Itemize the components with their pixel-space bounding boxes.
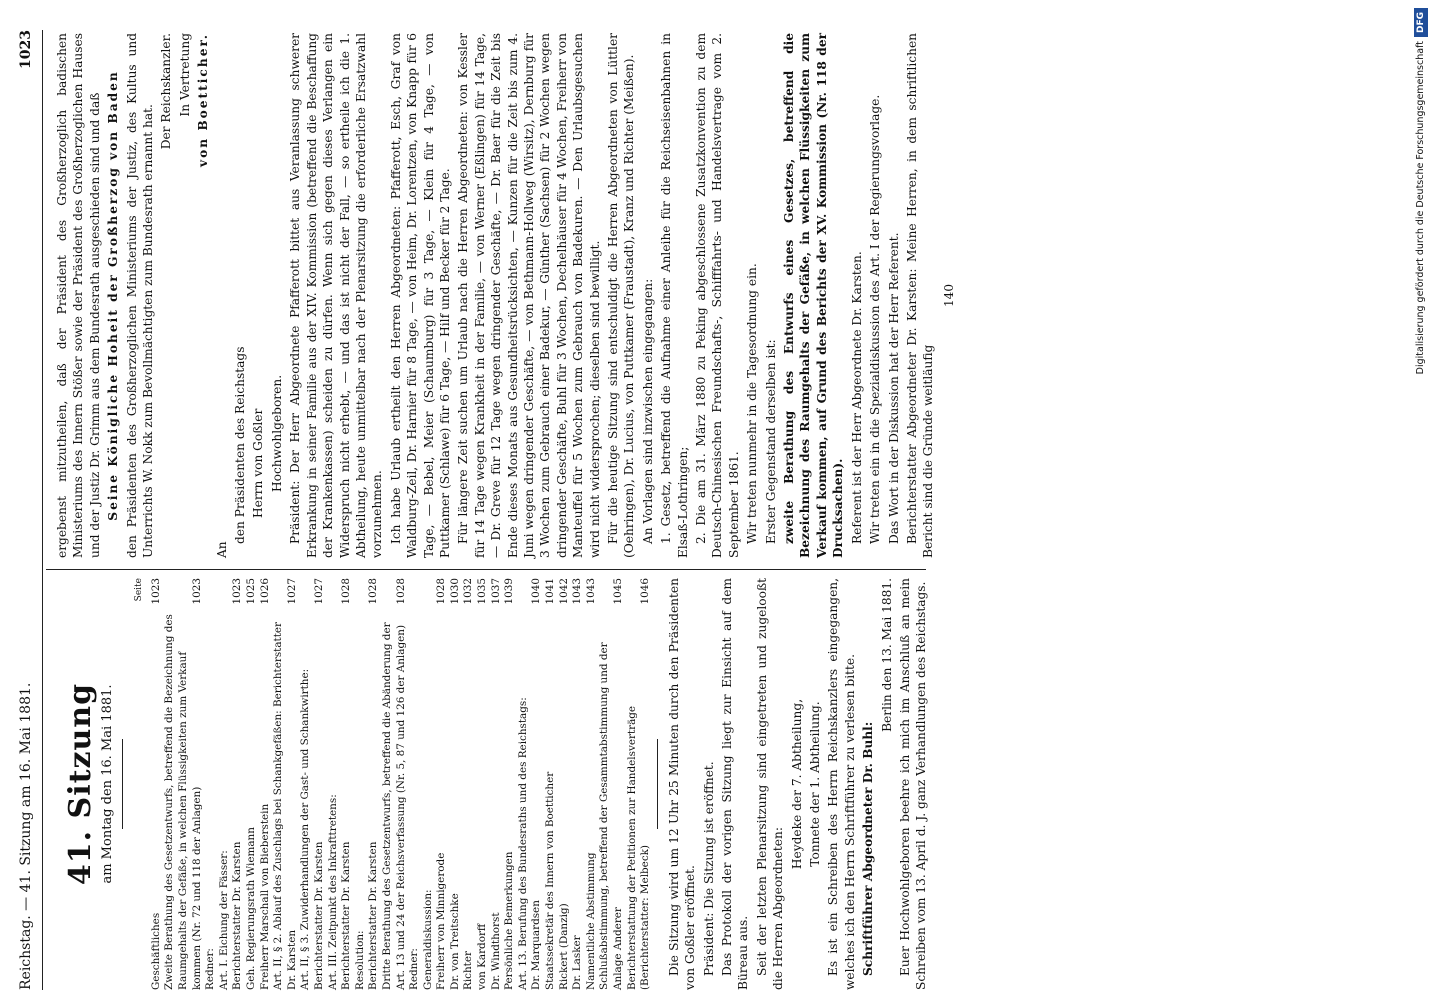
toc-entry-text: Geschäftliches (149, 912, 162, 990)
toc-entry-page: 1023 (190, 578, 203, 605)
right-column (54, 33, 957, 558)
address-line: Herrn von Goßler (251, 408, 266, 518)
paragraph: An Vorlagen sind inzwischen eingegangen: (640, 278, 655, 544)
word-line: Das Wort in der Diskussion hat der Herr Referent. (886, 232, 901, 544)
toc-entry-text: Art. II, § 3. Zuwiderhandlungen der Gast- und Schankwirthe: (299, 668, 312, 990)
address-line: Hochwohlgeboren. (269, 374, 284, 492)
toc-entry-text: Staatssekretär des Innern von Boetticher (544, 771, 557, 990)
dfg-logo: DFG (1414, 8, 1428, 37)
toc-entry (231, 578, 245, 990)
toc-entry (259, 578, 273, 990)
toc-entry (476, 578, 490, 990)
toc-entry (544, 578, 558, 990)
toc-entry (381, 578, 408, 990)
signature-line: In Vertretung (177, 33, 192, 117)
toc-entry-text: Dr. Windthorst (489, 912, 502, 990)
toc-entry-text: Geh. Regierungsrath Wiemann (244, 827, 257, 990)
address-line: den Präsidenten des Reichstags (233, 346, 248, 544)
special-discussion: Wir treten ein in die Spezialdiskussion des Art. I der Regierungsvorlage. (868, 94, 883, 544)
toc-entry (354, 578, 368, 990)
paragraph: Tonnete der 1. Abtheilung. (808, 701, 823, 867)
toc-entry (449, 578, 463, 990)
toc-entry-text: Redner: (204, 948, 217, 990)
toc-entry-text: Berichterstatter Dr. Karsten (231, 841, 244, 990)
toc-entry-text: Dr. Marquardsen (530, 900, 543, 990)
paragraph: Präsident: Der Herr Abgeordnete Pfafferott bittet aus Veranlassung schwerer Erkrankung in seiner Familie aus der XIV. Kommission (betreffend die Beschaffung der Krankenkassen) scheiden zu dürfen. Wenn sich gegen dieses Verlangen ein Widerspruch nicht erhebt, — und das ist nicht der Fall, — so ertheile ich die 1. Abtheilung, heute unmittelbar nach der Plenarsitzung die erforderliche Ersatzwahl vorzunehmen. (288, 33, 385, 558)
toc-entry-page: 1023 (149, 578, 162, 605)
toc-entry (558, 578, 572, 990)
toc-entry-page: 1043 (571, 578, 584, 605)
toc-entry-text: Art. II, § 2. Ablauf des Zuschlags bei Schankgefäßen: Berichterstatter Dr. Karsten (272, 621, 298, 990)
toc-entry (408, 578, 422, 990)
toc-entry-text: Namentliche Abstimmung (584, 852, 597, 990)
toc-entry-page: 1042 (557, 578, 570, 605)
address-line: An (214, 541, 229, 558)
agenda-text: Erster Gegenstand derselben ist: (763, 339, 778, 544)
toc-entry-text: Berichterstatter Dr. Karsten (340, 841, 353, 990)
paragraph: Es ist ein Schreiben des Herrn Reichskanzlers eingegangen, welches ich den Herrn Schriftführer zu verlesen bitte. (826, 578, 857, 990)
toc-entry (327, 578, 341, 990)
paragraph: Heydeke der 7. Abtheilung, (789, 698, 804, 870)
paragraph: Für die heutige Sitzung sind entschuldigt die Herren Abgeordneten von Lüttler (Oehringen), Dr. Lucius, von Puttkamer (Fraustadt), Kranz und Richter (Meißen). (606, 33, 637, 558)
toc-entry (218, 578, 232, 990)
toc-entry-text: Rickert (Danzig) (557, 903, 570, 990)
session-title: 41. Sitzung (63, 682, 98, 886)
toc-entry-page: 1043 (584, 578, 597, 605)
toc-entry (517, 578, 531, 990)
toc-entry-text: Redner: (408, 948, 421, 990)
toc-entry (272, 578, 299, 990)
toc-entry (150, 578, 164, 990)
paragraph: Für längere Zeit suchen um Urlaub nach die Herren Abgeordneten: von Kessler für 14 Tage wegen Krankheit in der Familie, — von Werner (Eßlingen) für 14 Tage, — Dr. Greve für 12 Tage wegen dringender Geschäfte, — Dr. Baer für die Zeit bis Ende dieses Monats aus Gesundheitsrücksichten, — Kunzen für die Zeit bis zum 4. Juni wegen dringender Geschäfte, — von Bethmann-Hollweg (Wirsitz), Dernburg für 3 Wochen zum Gebrauch einer Badekur, — Günther (Sachsen) für 2 Wochen wegen dringender Geschäfte, Buhl für 3 Wochen, Dechelhäuser für 4 Wochen, Freiherr von Manteuffel für 5 Wochen zum Gebrauch von Badekuren. — Den Urlaubsgesuchen wird nicht widersprochen; dieselben sind bewilligt. (456, 33, 602, 558)
secretary-line: Schriftführer Abgeordneter Dr. Buhl: (861, 721, 876, 976)
toc-entry-text: Dr. von Treitschke (448, 893, 461, 990)
session-date: am Montag den 16. Mai 1881. (100, 684, 115, 884)
toc-entry-text: Persönliche Bemerkungen (503, 851, 516, 990)
signature-name: von Boetticher. (196, 33, 211, 167)
toc-entry-page: 1028 (367, 578, 380, 605)
list-item: 1. Gesetz, betreffend die Aufnahme einer Anleihe für die Reichseisenbahnen in Elsaß-Lothringen; (659, 33, 690, 558)
toc-entry-text: Resolution: (353, 930, 366, 990)
header-rule (42, 30, 43, 990)
dfg-credit (1412, 8, 1430, 992)
toc-entry (340, 578, 354, 990)
toc-entry-page: 1030 (448, 578, 461, 605)
toc-entry-text: Generaldiskussion: (421, 889, 434, 990)
toc-entry-page: 1025 (244, 578, 257, 605)
toc-entry-text: Dritte Berathung des Gesetzentwurfs, betreffend die Abänderung der Art. 13 und 24 der Reichsverfassung (Nr. 5, 87 und 126 der Anlagen) (380, 622, 407, 990)
toc-entry (626, 578, 653, 990)
toc-entry-page: 1028 (435, 578, 448, 605)
toc-entry-page: 1027 (285, 578, 298, 605)
toc-entry (585, 578, 599, 990)
toc-entry-text: Freiherr Marschall von Bieberstein (258, 803, 271, 990)
signature-line: Der Reichskanzler. (159, 33, 174, 150)
paragraph: Das Protokoll der vorigen Sitzung liegt zur Einsicht auf dem Büreau aus. (720, 578, 751, 990)
toc-entry (163, 578, 204, 990)
toc-entry-page: 1045 (612, 578, 624, 605)
toc-entry-text: Berichterstatter Dr. Karsten (367, 841, 380, 990)
toc-entry-text: Art. 13. Berufung des Bundesraths und des Reichstags: (516, 697, 529, 990)
toc-entry-page: 1028 (394, 578, 407, 605)
letter-continuation: ergebenst mitzutheilen, daß der Präsident des Großherzoglich badischen Ministeriums des Innern Stößer sowie der Präsident des Großherzoglichen Hauses und der Justiz Dr. Grimm aus dem Bundesrath ausgeschieden sind und daß (55, 33, 102, 558)
royal-title: Seine Königliche Hoheit der Großherzog von Baden (106, 70, 121, 521)
toc-entry-page: 1026 (258, 578, 271, 605)
toc-entry-text: von Kardorff (476, 923, 489, 990)
dfg-sidebar (1412, 8, 1430, 992)
toc-entry (367, 578, 381, 990)
toc-entry (462, 578, 476, 990)
toc-entry (571, 578, 585, 990)
toc-entry-text: Art. I. Eichung der Fässer: (217, 850, 230, 990)
toc-entry (313, 578, 327, 990)
letter-text: Euer Hochwohlgeboren beehre ich mich im Anschluß an mein Schreiben vom 13. April d. J. ganz Verhandlungen des Reichstags. (898, 578, 929, 990)
toc-entry-page: 1039 (503, 578, 516, 605)
running-head: Reichstag. — 41. Sitzung am 16. Mai 1881. (18, 682, 34, 990)
page-header (18, 30, 40, 990)
paragraph: Präsident: Die Sitzung ist eröffnet. (701, 761, 716, 976)
dfg-credit-text: Digitalisierung gefördert durch die Deutsche Forschungsgemeinschaft (1415, 41, 1426, 375)
opening-statement: Die Sitzung wird um 12 Uhr 25 Minuten durch den Präsidenten von Goßler eröffnet. (666, 578, 698, 990)
left-column (54, 578, 932, 990)
toc-entry-page: 1040 (530, 578, 543, 605)
toc-entry (422, 578, 436, 990)
column-divider (46, 569, 926, 570)
toc-entry-page: 1028 (340, 578, 353, 605)
sheet-number: 140 (941, 284, 956, 307)
toc-entry-page: 1041 (544, 578, 557, 605)
table-of-contents (150, 578, 653, 990)
toc-entry (503, 578, 517, 990)
toc-entry-text: Berichterstatter Dr. Karsten (312, 841, 325, 990)
toc-entry-text: Schlußabstimmung, betreffend der Gesammtabstimmung und der Anlage Anderer (598, 642, 624, 990)
appointment-text: den Präsidenten des Großherzoglichen Ministeriums der Justiz, des Kultus und Unterrichts W. Nokk zum Bevollmächtigten zum Bundesrath ernannt hat. (124, 33, 156, 558)
toc-entry-text: Zweite Berathung des Gesetzentwurfs, betreffend die Bezeichnung des Raumgehalts der Gefäße, in welchen Flüssigkeiten zum Verkauf kommen (Nr. 72 und 118 der Anlagen) (163, 614, 203, 990)
toc-entry (245, 578, 259, 990)
paragraph: Ich habe Urlaub ertheilt den Herren Abgeordneten: Pfafferott, Esch, Graf von Waldburg-Zeil, Dr. Harnier für 8 Tage, — von Heim, Dr. Lorentzen, von Knapp für 6 Tage, — Bebel, Meier (Schaumburg) für 3 Tage, — Klein für 4 Tage, — von Puttkamer (Schlawe) für 6 Tage, — Hilf und Becker für 2 Tage. (388, 33, 452, 558)
toc-entry-text: Berichterstattung der Petitionen zur Handelsverträge (Berichterstatter: Melbeck) (625, 705, 652, 990)
toc-entry (530, 578, 544, 990)
title-rule (122, 739, 123, 829)
toc-entry-text: Richter (462, 951, 475, 990)
toc-page-heading: Seite (134, 578, 145, 602)
toc-entry-text: Art. III. Zeitpunkt des Inkrafttretens: (326, 794, 339, 990)
toc-entry-text: Freiherr von Minnigerode (435, 852, 448, 990)
toc-entry-page: 1023 (231, 578, 244, 605)
toc-entry (490, 578, 504, 990)
toc-entry (598, 578, 625, 990)
toc-entry-page: 1032 (462, 578, 475, 605)
letter-date: Berlin den 13. Mai 1881. (879, 578, 894, 732)
list-item: 2. Die am 31. März 1880 zu Peking abgeschlossene Zusatzkonvention zu dem Deutsch-Chinesischen Freundschafts-, Schifffahrts- und Handelsvertrage vom 2. September 1861. (694, 33, 741, 558)
toc-entry-page: 1046 (639, 578, 652, 605)
toc-entry (435, 578, 449, 990)
rapporteur-line: Berichterstatter Abgeordneter Dr. Karsten: Meine Herren, in dem schriftlichen Bericht sind die Gründe weitläufig (904, 33, 936, 558)
toc-entry (299, 578, 313, 990)
toc-entry-page: 1027 (312, 578, 325, 605)
toc-entry-text: Dr. Lasker (571, 935, 584, 990)
toc-entry-page: 1035 (476, 578, 489, 605)
toc-entry (204, 578, 218, 990)
paragraph: Seit der letzten Plenarsitzung sind eingetreten und zugelooßt die Herren Abgeordneten: (754, 578, 786, 990)
toc-rule (657, 739, 658, 829)
agenda-item: zweite Berathung des Entwurfs eines Gesetzes, betreffend die Bezeichnung des Raumgehalts der Gefäße, in welchen Flüssigkeiten zum Verkauf kommen, auf Grund des Berichts der XV. Kommission (Nr. 118 der Drucksachen). (782, 33, 846, 558)
agenda-text: Wir treten nunmehr in die Tagesordnung ein. (745, 263, 760, 544)
referent-line: Referent ist der Herr Abgeordnete Dr. Karsten. (849, 251, 864, 544)
toc-entry-page: 1037 (489, 578, 502, 605)
page-number: 1023 (18, 30, 34, 69)
